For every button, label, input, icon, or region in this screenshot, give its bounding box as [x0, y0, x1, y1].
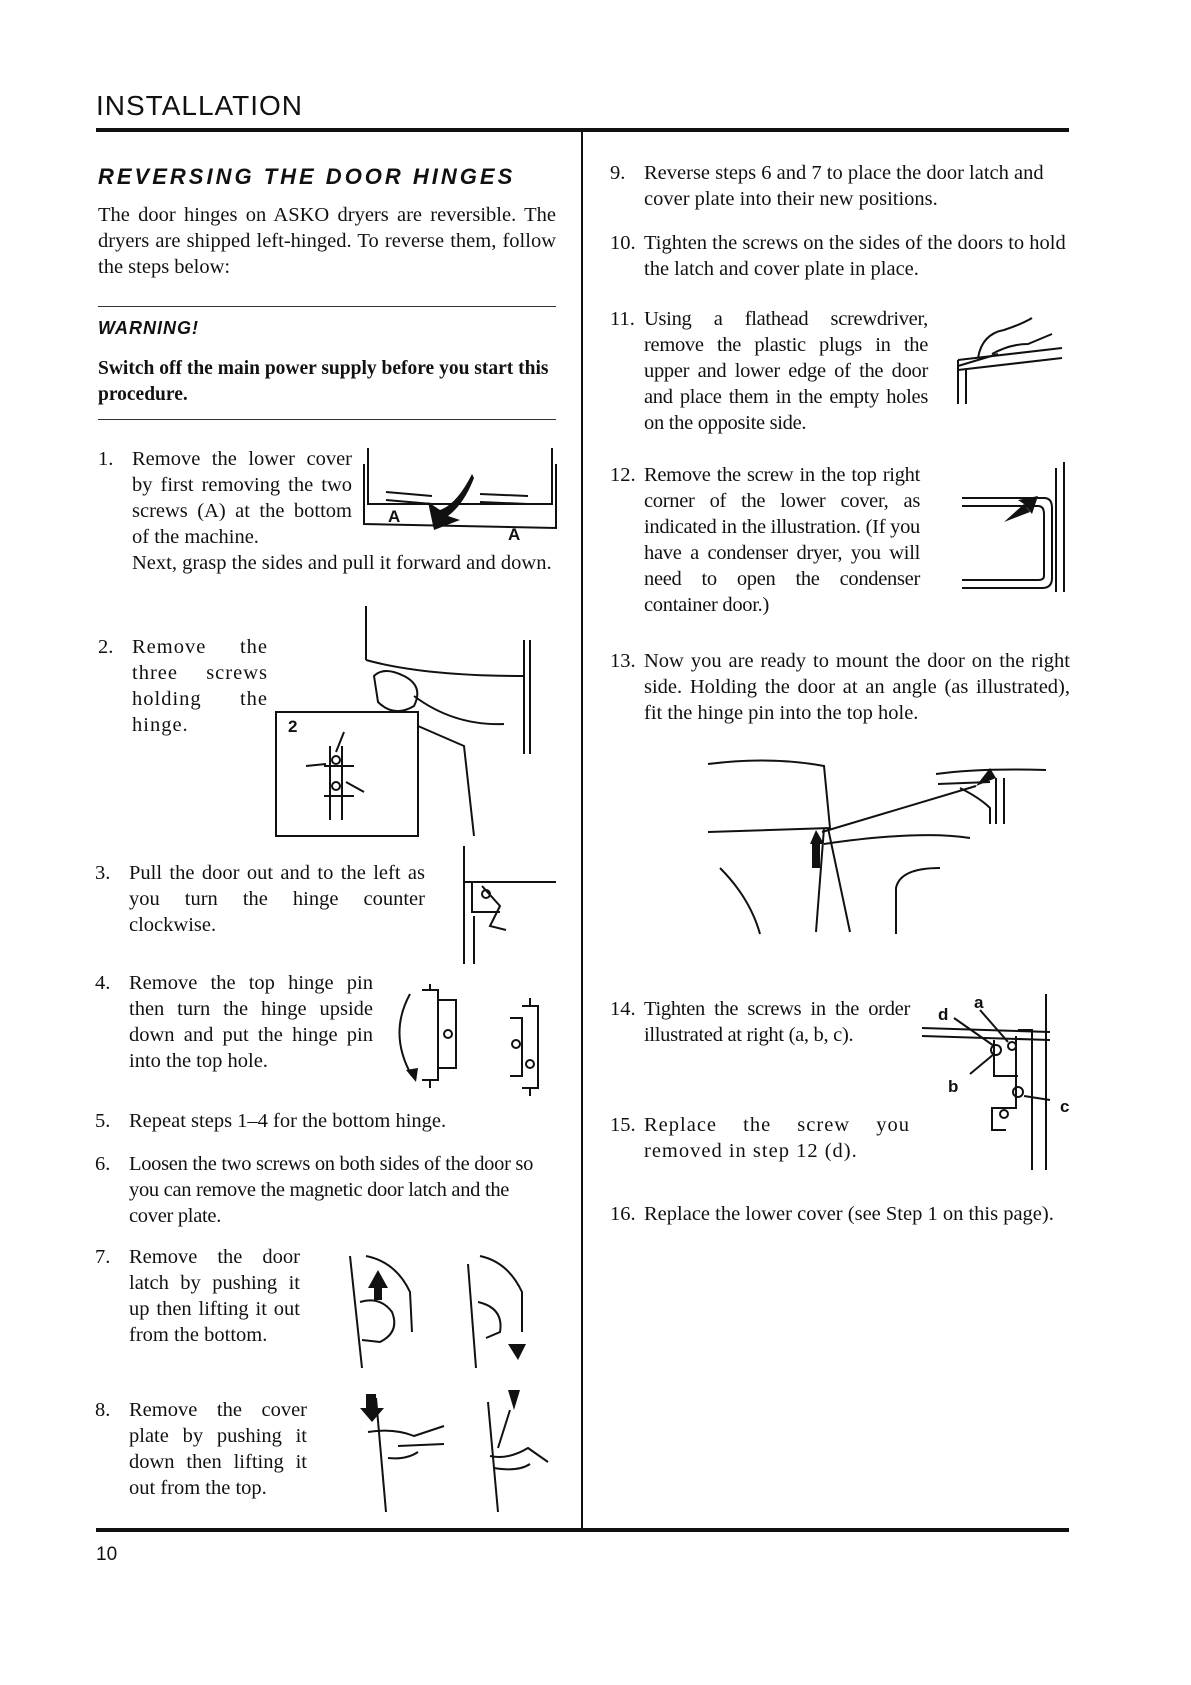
screw-label-a-right: A [508, 525, 521, 544]
step-text: Replace the lower cover (see Step 1 on this page). [644, 1203, 1054, 1225]
step-12 [610, 462, 920, 618]
step-number: 11. [610, 308, 635, 330]
hinge-screws-illustration [274, 606, 556, 836]
step-text: Tighten the screws in the order illustrated at right (a, b, c). [644, 998, 910, 1046]
step-number: 3. [95, 862, 111, 884]
step-number: 7. [95, 1246, 111, 1268]
label-c: c [1060, 1097, 1070, 1116]
step-11 [610, 306, 928, 436]
column-divider [581, 132, 583, 1528]
step-text: Remove the screw in the top right corner of the lower cover, as indicated in the illustration. (If you have a condenser dryer, you will need to open the condenser container door.) [644, 464, 920, 616]
step-7 [95, 1244, 300, 1348]
step-number: 13. [610, 650, 636, 672]
step-10 [610, 230, 1070, 282]
step-text: Replace the screw you removed in step 12 (d). [644, 1114, 910, 1162]
screw-label-a-left: A [388, 507, 401, 526]
step-text: Reverse steps 6 and 7 to place the door latch and cover plate into their new positions. [644, 162, 1044, 210]
hinge-screw-order-illustration [920, 990, 1070, 1178]
step-text: Using a flathead screwdriver, remove the plastic plugs in the upper and lower edge of the door and place them in the empty holes on the opposite side. [644, 308, 928, 434]
step-text: Remove the door latch by pushing it up then lifting it out from the bottom. [129, 1246, 300, 1346]
step-16 [610, 1201, 1070, 1227]
section-header: INSTALLATION [96, 90, 304, 121]
footer-rule [96, 1528, 1069, 1532]
step-number: 9. [610, 162, 626, 184]
label-a: a [974, 993, 984, 1012]
step-text: Loosen the two screws on both sides of the door so you can remove the magnetic door latch and the cover plate. [129, 1153, 534, 1227]
step-13 [610, 648, 1070, 726]
intro-paragraph: The door hinges on ASKO dryers are reversible. The dryers are shipped left-hinged. To reverse them, follow the steps below: [98, 204, 556, 278]
step-number: 16. [610, 1203, 636, 1225]
screwdriver-plug-illustration [952, 314, 1072, 410]
step-text: Now you are ready to mount the door on the right side. Holding the door at an angle (as illustrated), fit the hinge pin into the top hole. [644, 650, 1070, 724]
step-8 [95, 1397, 307, 1501]
hinge-flip-illustration [392, 984, 552, 1104]
step-5 [95, 1108, 555, 1134]
lower-cover-screw-illustration [958, 460, 1068, 596]
step-number: 15. [610, 1114, 636, 1136]
step-4 [95, 970, 373, 1074]
step-text: Remove the cover plate by pushing it down then lifting it out from the top. [129, 1399, 307, 1499]
step-3 [95, 860, 425, 938]
label-d: d [938, 1005, 949, 1024]
step-number: 12. [610, 464, 636, 486]
cover-plate-illustration [358, 1388, 558, 1518]
step-15 [610, 1112, 910, 1164]
step-text: Repeat steps 1–4 for the bottom hinge. [129, 1110, 447, 1132]
step-14 [610, 996, 910, 1048]
step-9 [610, 160, 1070, 212]
step-number: 10. [610, 232, 636, 254]
step-text: Remove the lower cover by first removing the two screws (A) at the bottom of the machine. [132, 448, 352, 548]
warning-bottom-rule [98, 419, 556, 420]
door-latch-illustration [340, 1252, 560, 1372]
step-number: 1. [98, 448, 114, 470]
step-text: Remove the three screws holding the hinge. [132, 636, 268, 736]
step-text-continued: Next, grasp the sides and pull it forward and down. [132, 552, 552, 574]
step-number: 8. [95, 1399, 111, 1421]
warning-top-rule [98, 306, 556, 307]
warning-heading: WARNING! [98, 318, 199, 338]
door-mount-illustration [700, 748, 1060, 936]
door-turn-illustration [460, 846, 560, 966]
warning-text: Switch off the main power supply before you start this procedure. [98, 358, 549, 405]
label-b: b [948, 1077, 959, 1096]
step-text: Pull the door out and to the left as you turn the hinge counter clockwise. [129, 862, 425, 936]
lower-cover-illustration [362, 444, 558, 544]
page-number: 10 [96, 1544, 118, 1565]
step-number: 2. [98, 636, 114, 658]
step-text: Remove the top hinge pin then turn the hinge upside down and put the hinge pin into the top hole. [129, 972, 373, 1072]
figure-number: 2 [288, 717, 298, 736]
step-6 [95, 1151, 555, 1229]
step-2 [98, 634, 268, 738]
step-text: Tighten the screws on the sides of the doors to hold the latch and cover plate in place. [644, 232, 1066, 280]
step-number: 5. [95, 1110, 111, 1132]
step-number: 14. [610, 998, 636, 1020]
section-title: REVERSING THE DOOR HINGES [98, 164, 516, 189]
step-number: 6. [95, 1153, 111, 1175]
step-number: 4. [95, 972, 111, 994]
